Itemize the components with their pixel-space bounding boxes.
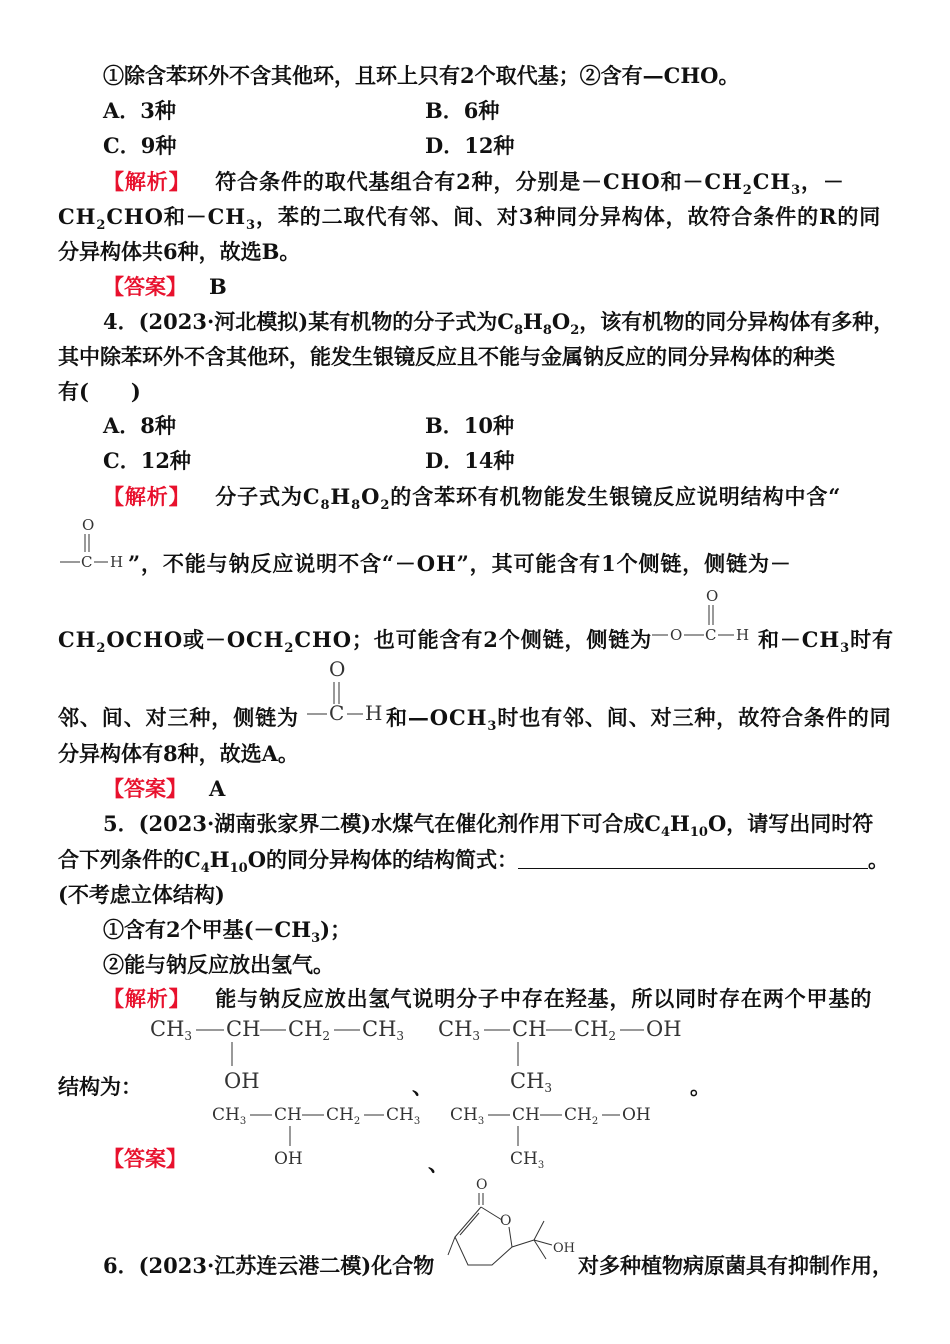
analysis-tag: 【解析】 xyxy=(103,986,191,1011)
q4-option-d: D．14种 xyxy=(425,448,515,473)
formate-structure xyxy=(650,585,760,647)
svg-text:C: C xyxy=(705,626,717,644)
q4-analysis-line5: 分异构体有8种，故选A。 xyxy=(58,741,299,766)
q5-analysis-line1: 【解析】 能与钠反应放出氢气说明分子中存在羟基，所以同时存在两个甲基的 xyxy=(103,986,873,1011)
svg-text:O: O xyxy=(500,1213,512,1229)
answer-blank xyxy=(518,848,868,869)
svg-text:CH3: $CH_3$ xyxy=(510,1149,545,1171)
svg-text:C: C xyxy=(329,701,345,725)
answer-separator: 、 xyxy=(428,1151,449,1176)
q3-conditions: ①除含苯环外不含其他环，且环上只有2个取代基；②含有—CHO。 xyxy=(103,63,740,88)
butan-2-ol-structure-2 xyxy=(212,1100,442,1170)
q4-option-a: A．8种 xyxy=(103,413,176,438)
svg-text:CH3: CH3 xyxy=(438,1017,481,1043)
q4-analysis-line3b: 和$-CH_3$时有 xyxy=(758,627,894,656)
q4-stem-line1: 4．(2023·河北模拟)某有机物的分子式为$C_8H_8O_2$，该有机物的同分异构体有多种， xyxy=(103,309,895,338)
q4-analysis-line2: ”，不能与钠反应说明不含“－OH”，其可能含有1个侧链，侧链为－ xyxy=(128,551,792,576)
q4-answer-line xyxy=(103,775,225,803)
answer-tag: 【答案】 xyxy=(103,274,187,299)
analysis-tag: 【解析】 xyxy=(103,484,191,509)
answer-tag: 【答案】 xyxy=(103,1146,187,1171)
svg-text:CH3: $CH_3$ xyxy=(212,1105,247,1127)
q5-condition-2: ②能与钠反应放出氢气。 xyxy=(103,952,334,977)
svg-text:H: H xyxy=(736,626,750,644)
isobutanol-structure-2 xyxy=(450,1100,670,1170)
q4-analysis-line4a: 邻、间、对三种，侧链为 xyxy=(58,705,299,730)
q4-answer: A xyxy=(208,776,226,801)
svg-text:OH: OH xyxy=(622,1105,651,1125)
svg-text:CH: CH xyxy=(274,1105,302,1125)
svg-text:CH: CH xyxy=(226,1017,261,1041)
svg-text:H: H xyxy=(110,553,124,571)
svg-text:CH: CH xyxy=(512,1105,540,1125)
svg-text:O: O xyxy=(476,1177,488,1193)
q3-analysis-line2: $CH_2CHO$和$-CH_3$，苯的二取代有邻、间、对3种同分异构体，故符合条件的R的同 xyxy=(58,204,882,233)
svg-text:CH2: CH2 xyxy=(574,1017,617,1043)
svg-text:OH: OH xyxy=(646,1017,682,1041)
svg-text:CH3: CH3 xyxy=(362,1017,405,1043)
svg-text:O: O xyxy=(82,516,95,534)
q6-stem-a: 6．(2023·江苏连云港二模)化合物 xyxy=(103,1253,435,1278)
answer-tag: 【答案】 xyxy=(103,776,187,801)
q4-stem-line3: 有( ) xyxy=(58,379,141,404)
q3-option-b: B．6种 xyxy=(425,98,500,123)
q5-stem-line1: 5．(2023·湖南张家界二模)水煤气在催化剂作用下可合成$C_4H_{10}O$，请写出同时符 xyxy=(103,811,874,840)
lactone-structure xyxy=(430,1175,580,1285)
q6-stem-b: 对多种植物病原菌具有抑制作用， xyxy=(578,1253,893,1278)
svg-text:H: H xyxy=(365,701,383,725)
q4-option-b: B．10种 xyxy=(425,413,514,438)
analysis-tag: 【解析】 xyxy=(103,169,191,194)
svg-text:CH2: CH2 xyxy=(288,1017,331,1043)
svg-text:C: C xyxy=(81,553,93,571)
svg-text:O: O xyxy=(670,626,683,644)
svg-text:CH3: $CH_3$ xyxy=(450,1105,485,1127)
q4-analysis-line4b: 和$—OCH_3$时也有邻、间、对三种，故符合条件的同 xyxy=(386,705,892,734)
q4-option-c: C．12种 xyxy=(103,448,191,473)
q3-option-a: A．3种 xyxy=(103,98,176,123)
svg-text:CH2: $CH_2$ xyxy=(564,1105,599,1127)
q3-option-d: D．12种 xyxy=(425,133,515,158)
svg-text:OH: OH xyxy=(553,1241,575,1256)
struct-separator: 、 xyxy=(412,1074,433,1099)
q3-answer-line xyxy=(103,273,227,301)
q3-analysis-line3: 分异构体共6种，故选B。 xyxy=(58,239,301,264)
q3-answer: B xyxy=(208,274,227,299)
isobutanol-structure-1 xyxy=(438,1012,698,1094)
butan-2-ol-structure-1 xyxy=(150,1012,420,1092)
q4-stem-line2: 其中除苯环外不含其他环，能发生银镜反应且不能与金属钠反应的同分异构体的种类 xyxy=(58,344,835,369)
svg-text:CH: CH xyxy=(512,1017,547,1041)
aldehyde-structure-1 xyxy=(58,514,128,574)
svg-text:CH3: CH3 xyxy=(150,1017,193,1043)
q4-analysis-line1: 【解析】 分子式为$C_8H_8O_2$的含苯环有机物能发生银镜反应说明结构中含“ xyxy=(103,484,842,513)
q5-condition-1: ①含有2个甲基$(-CH_3)$； xyxy=(103,917,352,946)
aldehyde-structure-2 xyxy=(305,656,385,728)
svg-text:OH: OH xyxy=(274,1149,303,1169)
q3-analysis-line1: 【解析】 符合条件的取代基组合有2种，分别是－CHO和$-CH_2CH_3$，－ xyxy=(103,169,845,198)
svg-text:O: O xyxy=(706,587,719,605)
svg-text:OH: OH xyxy=(224,1069,260,1093)
q5-stem-line2: 合下列条件的$C_4H_{10}O$的同分异构体的结构简式： 。 xyxy=(58,847,889,876)
svg-text:CH3: $CH_3$ xyxy=(386,1105,421,1127)
q3-option-c: C．9种 xyxy=(103,133,177,158)
struct-end: 。 xyxy=(690,1074,711,1099)
q5-answer-line xyxy=(103,1145,187,1173)
q5-stem-line3: (不考虑立体结构) xyxy=(58,882,225,907)
svg-text:CH2: $CH_2$ xyxy=(326,1105,361,1127)
svg-text:O: O xyxy=(329,657,346,681)
q4-analysis-line3a: $CH_2OCHO$或$-OCH_2CHO$；也可能含有2个侧链，侧链为 xyxy=(58,627,653,656)
q5-analysis-line2: 结构为： xyxy=(58,1074,142,1099)
svg-text:CH3: CH3 xyxy=(510,1069,553,1095)
